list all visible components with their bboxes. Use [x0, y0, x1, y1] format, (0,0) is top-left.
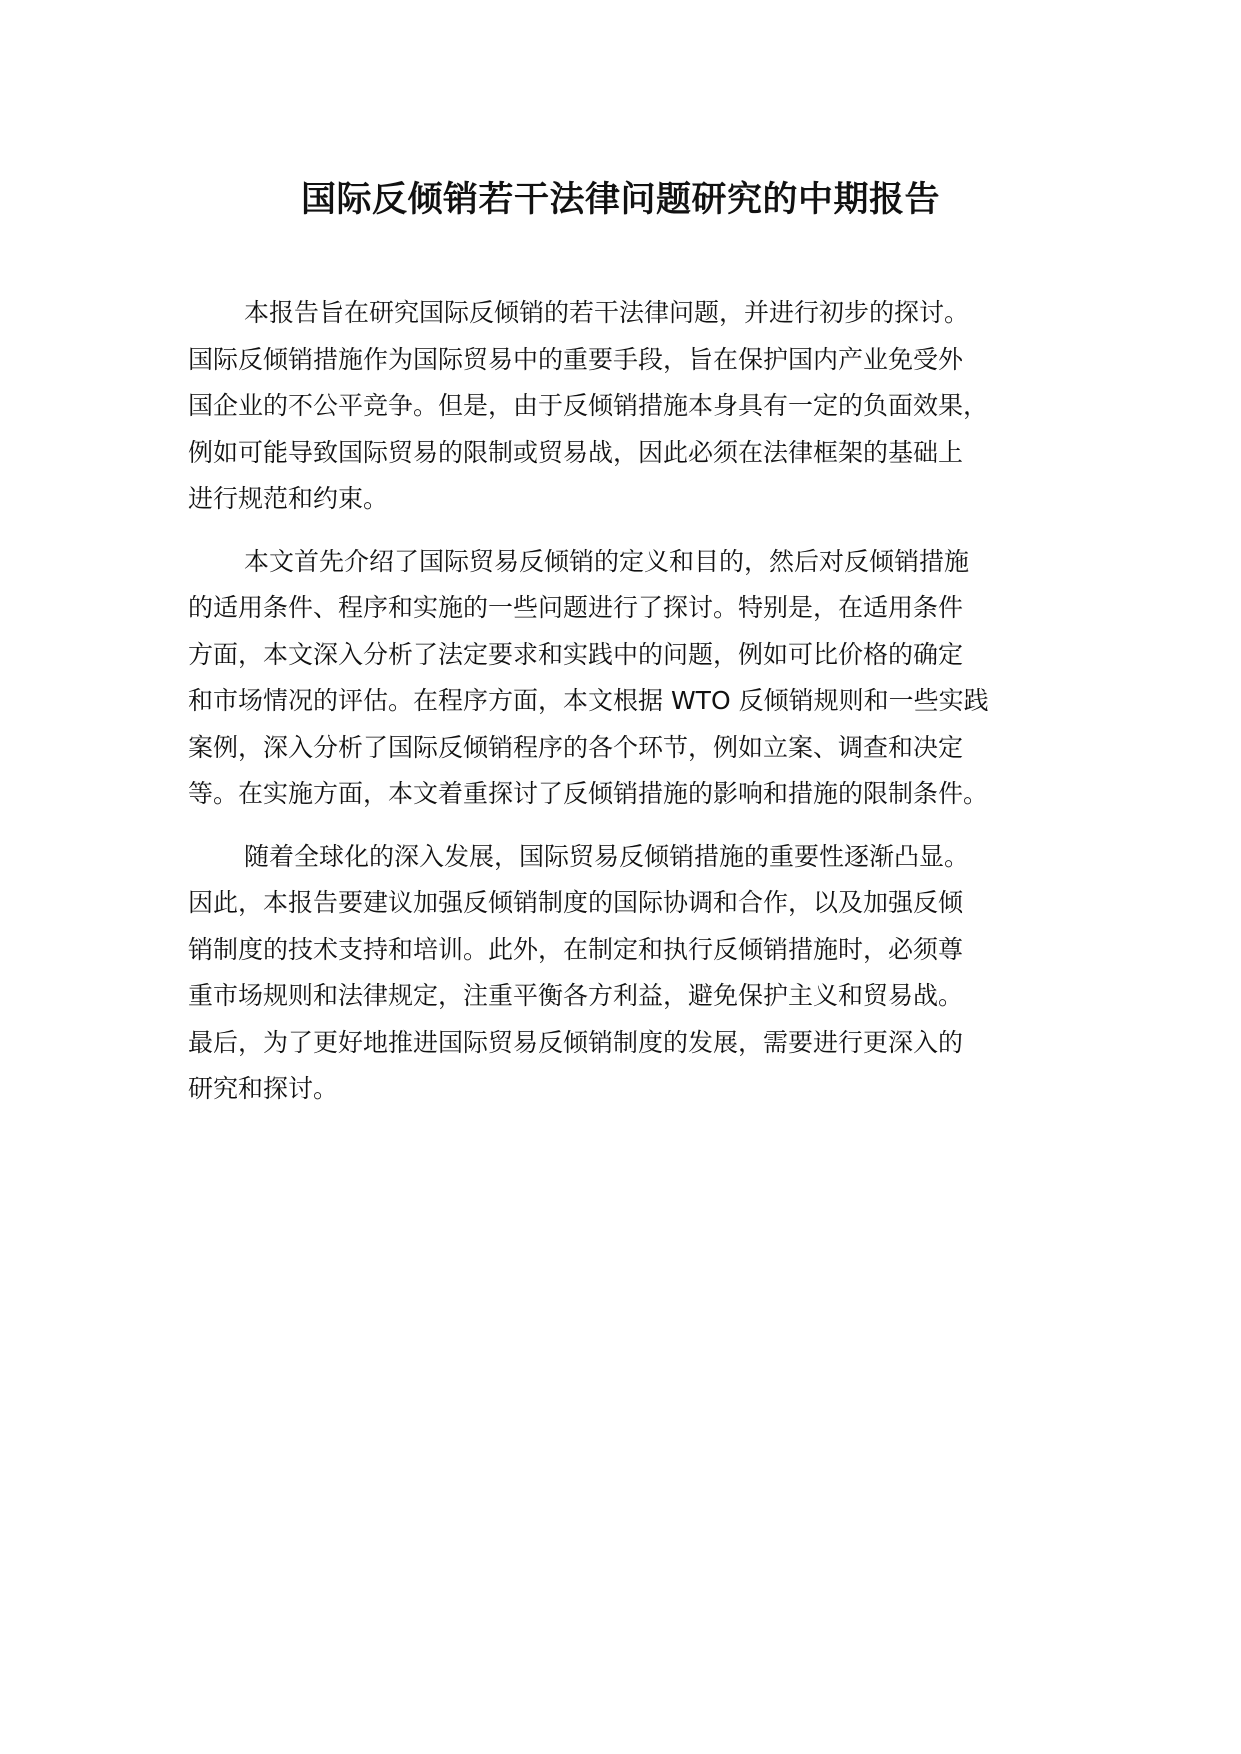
paragraph-line: 因此，本报告要建议加强反倾销制度的国际协调和合作，以及加强反倾	[188, 888, 964, 917]
paragraph-line: 国际反倾销措施作为国际贸易中的重要手段，旨在保护国内产业免受外	[188, 344, 964, 374]
paragraph-line: 重市场规则和法律规定，注重平衡各方利益，避免保护主义和贸易战。	[188, 981, 964, 1010]
paragraph-line: 销制度的技术支持和培训。此外，在制定和执行反倾销措施时，必须尊	[188, 934, 964, 964]
paragraph-2	[188, 539, 1088, 818]
document-title: 国际反倾销若干法律问题研究的中期报告	[300, 180, 940, 220]
paragraph-1	[188, 290, 1088, 523]
paragraph-line: 本文首先介绍了国际贸易反倾销的定义和目的，然后对反倾销措施	[244, 546, 970, 576]
paragraph-3	[188, 834, 1088, 1113]
paragraph-line: 进行规范和约束。	[188, 484, 389, 513]
paragraph-line: 国企业的不公平竞争。但是，由于反倾销措施本身具有一定的负面效果，	[188, 391, 989, 420]
paragraph-line: 的适用条件、程序和实施的一些问题进行了探讨。特别是，在适用条件	[188, 593, 964, 622]
paragraph-line: 最后，为了更好地推进国际贸易反倾销制度的发展，需要进行更深入的	[188, 1027, 964, 1057]
paragraph-line: 等。在实施方面，本文着重探讨了反倾销措施的影响和措施的限制条件。	[188, 779, 989, 808]
paragraph-line: 例如可能导致国际贸易的限制或贸易战，因此必须在法律框架的基础上	[188, 437, 964, 467]
paragraph-line: 本报告旨在研究国际反倾销的若干法律问题，并进行初步的探讨。	[244, 298, 970, 327]
paragraph-line: 案例，深入分析了国际反倾销程序的各个环节，例如立案、调查和决定	[188, 732, 964, 762]
paragraph-line: 方面，本文深入分析了法定要求和实践中的问题，例如可比价格的确定	[188, 639, 964, 669]
paragraph-line: 和市场情况的评估。在程序方面，本文根据 WTO 反倾销规则和一些实践	[188, 686, 989, 715]
paragraph-line: 研究和探讨。	[188, 1074, 339, 1103]
paragraph-line: 随着全球化的深入发展，国际贸易反倾销措施的重要性逐渐凸显。	[244, 841, 970, 871]
document-body	[188, 290, 1088, 1129]
